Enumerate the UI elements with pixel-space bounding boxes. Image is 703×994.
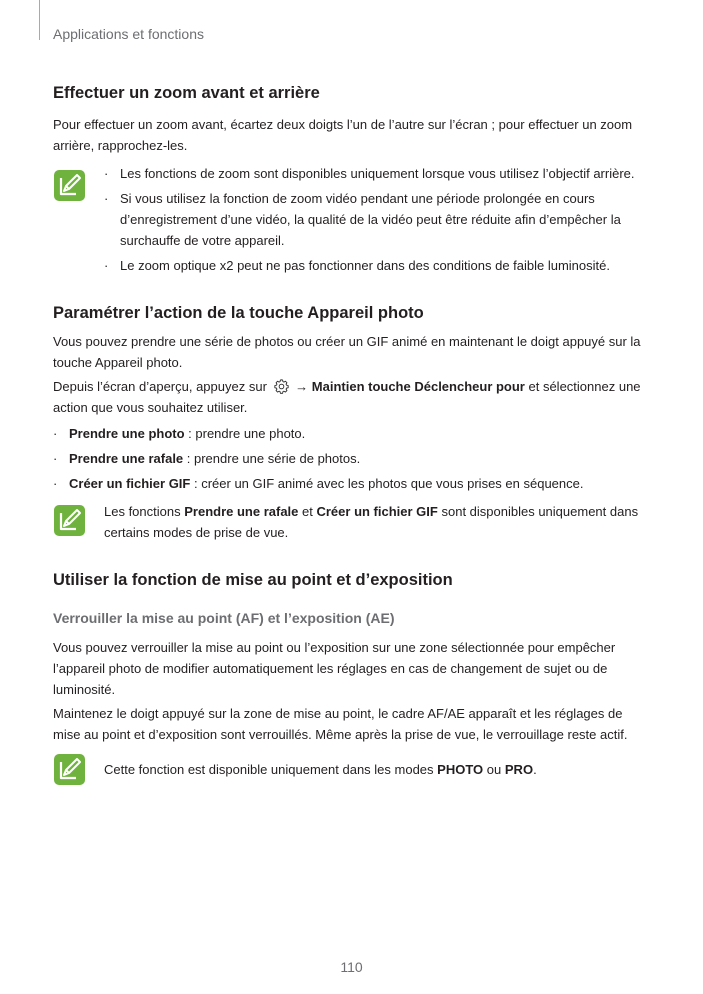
note-zoom-list xyxy=(104,163,650,276)
section-shutter-intro: Vous pouvez prendre une série de photos ou créer un GIF animé en maintenant le doigt appuyé sur la touche Appareil photo. xyxy=(53,334,641,370)
shutter-options-list xyxy=(53,423,650,494)
list-item: · Prendre une photo : prendre une photo. xyxy=(53,426,306,441)
section-shutter-title: Paramétrer l’action de la touche Appareil photo xyxy=(53,304,424,322)
note-focus-text: Cette fonction est disponible uniquement dans les modes PHOTO ou PRO. xyxy=(104,762,537,777)
list-item: · Les fonctions de zoom sont disponibles uniquement lorsque vous utilisez l’objectif arrière. xyxy=(104,166,635,181)
section-zoom-title: Effectuer un zoom avant et arrière xyxy=(53,84,320,102)
page-content xyxy=(53,82,650,780)
section-focus-title: Utiliser la fonction de mise au point et d’exposition xyxy=(53,571,453,589)
note-pencil-icon xyxy=(53,504,86,537)
note-zoom xyxy=(53,163,650,276)
section-focus-subtitle: Verrouiller la mise au point (AF) et l’exposition (AE) xyxy=(53,610,395,626)
list-item: · Si vous utilisez la fonction de zoom vidéo pendant une période prolongée en cours d’enregistrement d’une vidéo, la qualité de la vidéo peut être réduite afin d’empêcher la surchauffe de votre appareil. xyxy=(104,191,621,248)
list-item: · Prendre une rafale : prendre une série de photos. xyxy=(53,451,361,466)
section-shutter-path: Depuis l’écran d’aperçu, appuyez sur → Maintien touche Déclencheur pour et sélectionnez une action que vous souhaitez utiliser. xyxy=(53,379,641,415)
header-rule xyxy=(39,0,40,40)
header-title: Applications et fonctions xyxy=(53,26,204,42)
note-pencil-icon xyxy=(53,169,86,202)
gear-icon xyxy=(273,378,290,395)
note-pencil-icon xyxy=(53,753,86,786)
list-item: · Créer un fichier GIF : créer un GIF animé avec les photos que vous prises en séquence. xyxy=(53,476,584,491)
note-shutter xyxy=(53,501,650,543)
list-item: · Le zoom optique x2 peut ne pas fonctionner dans des conditions de faible luminosité. xyxy=(104,258,610,273)
note-focus xyxy=(53,759,650,780)
section-focus-para2: Maintenez le doigt appuyé sur la zone de mise au point, le cadre AF/AE apparaît et les réglages de mise au point et d’exposition sont verrouillés. Même après la prise de vue, le verrouillage reste actif. xyxy=(53,706,628,742)
note-shutter-text: Les fonctions Prendre une rafale et Créer un fichier GIF sont disponibles uniquement dans certains modes de prise de vue. xyxy=(104,504,639,540)
section-zoom-intro: Pour effectuer un zoom avant, écartez deux doigts l’un de l’autre sur l’écran ; pour effectuer un zoom arrière, rapprochez-les. xyxy=(53,117,633,153)
page-number: 110 xyxy=(340,959,363,975)
section-focus-para1: Vous pouvez verrouiller la mise au point ou l’exposition sur une zone sélectionnée pour empêcher l’appareil photo de modifier automatiquement les réglages en cas de changement de sujet ou de luminosité. xyxy=(53,640,616,697)
